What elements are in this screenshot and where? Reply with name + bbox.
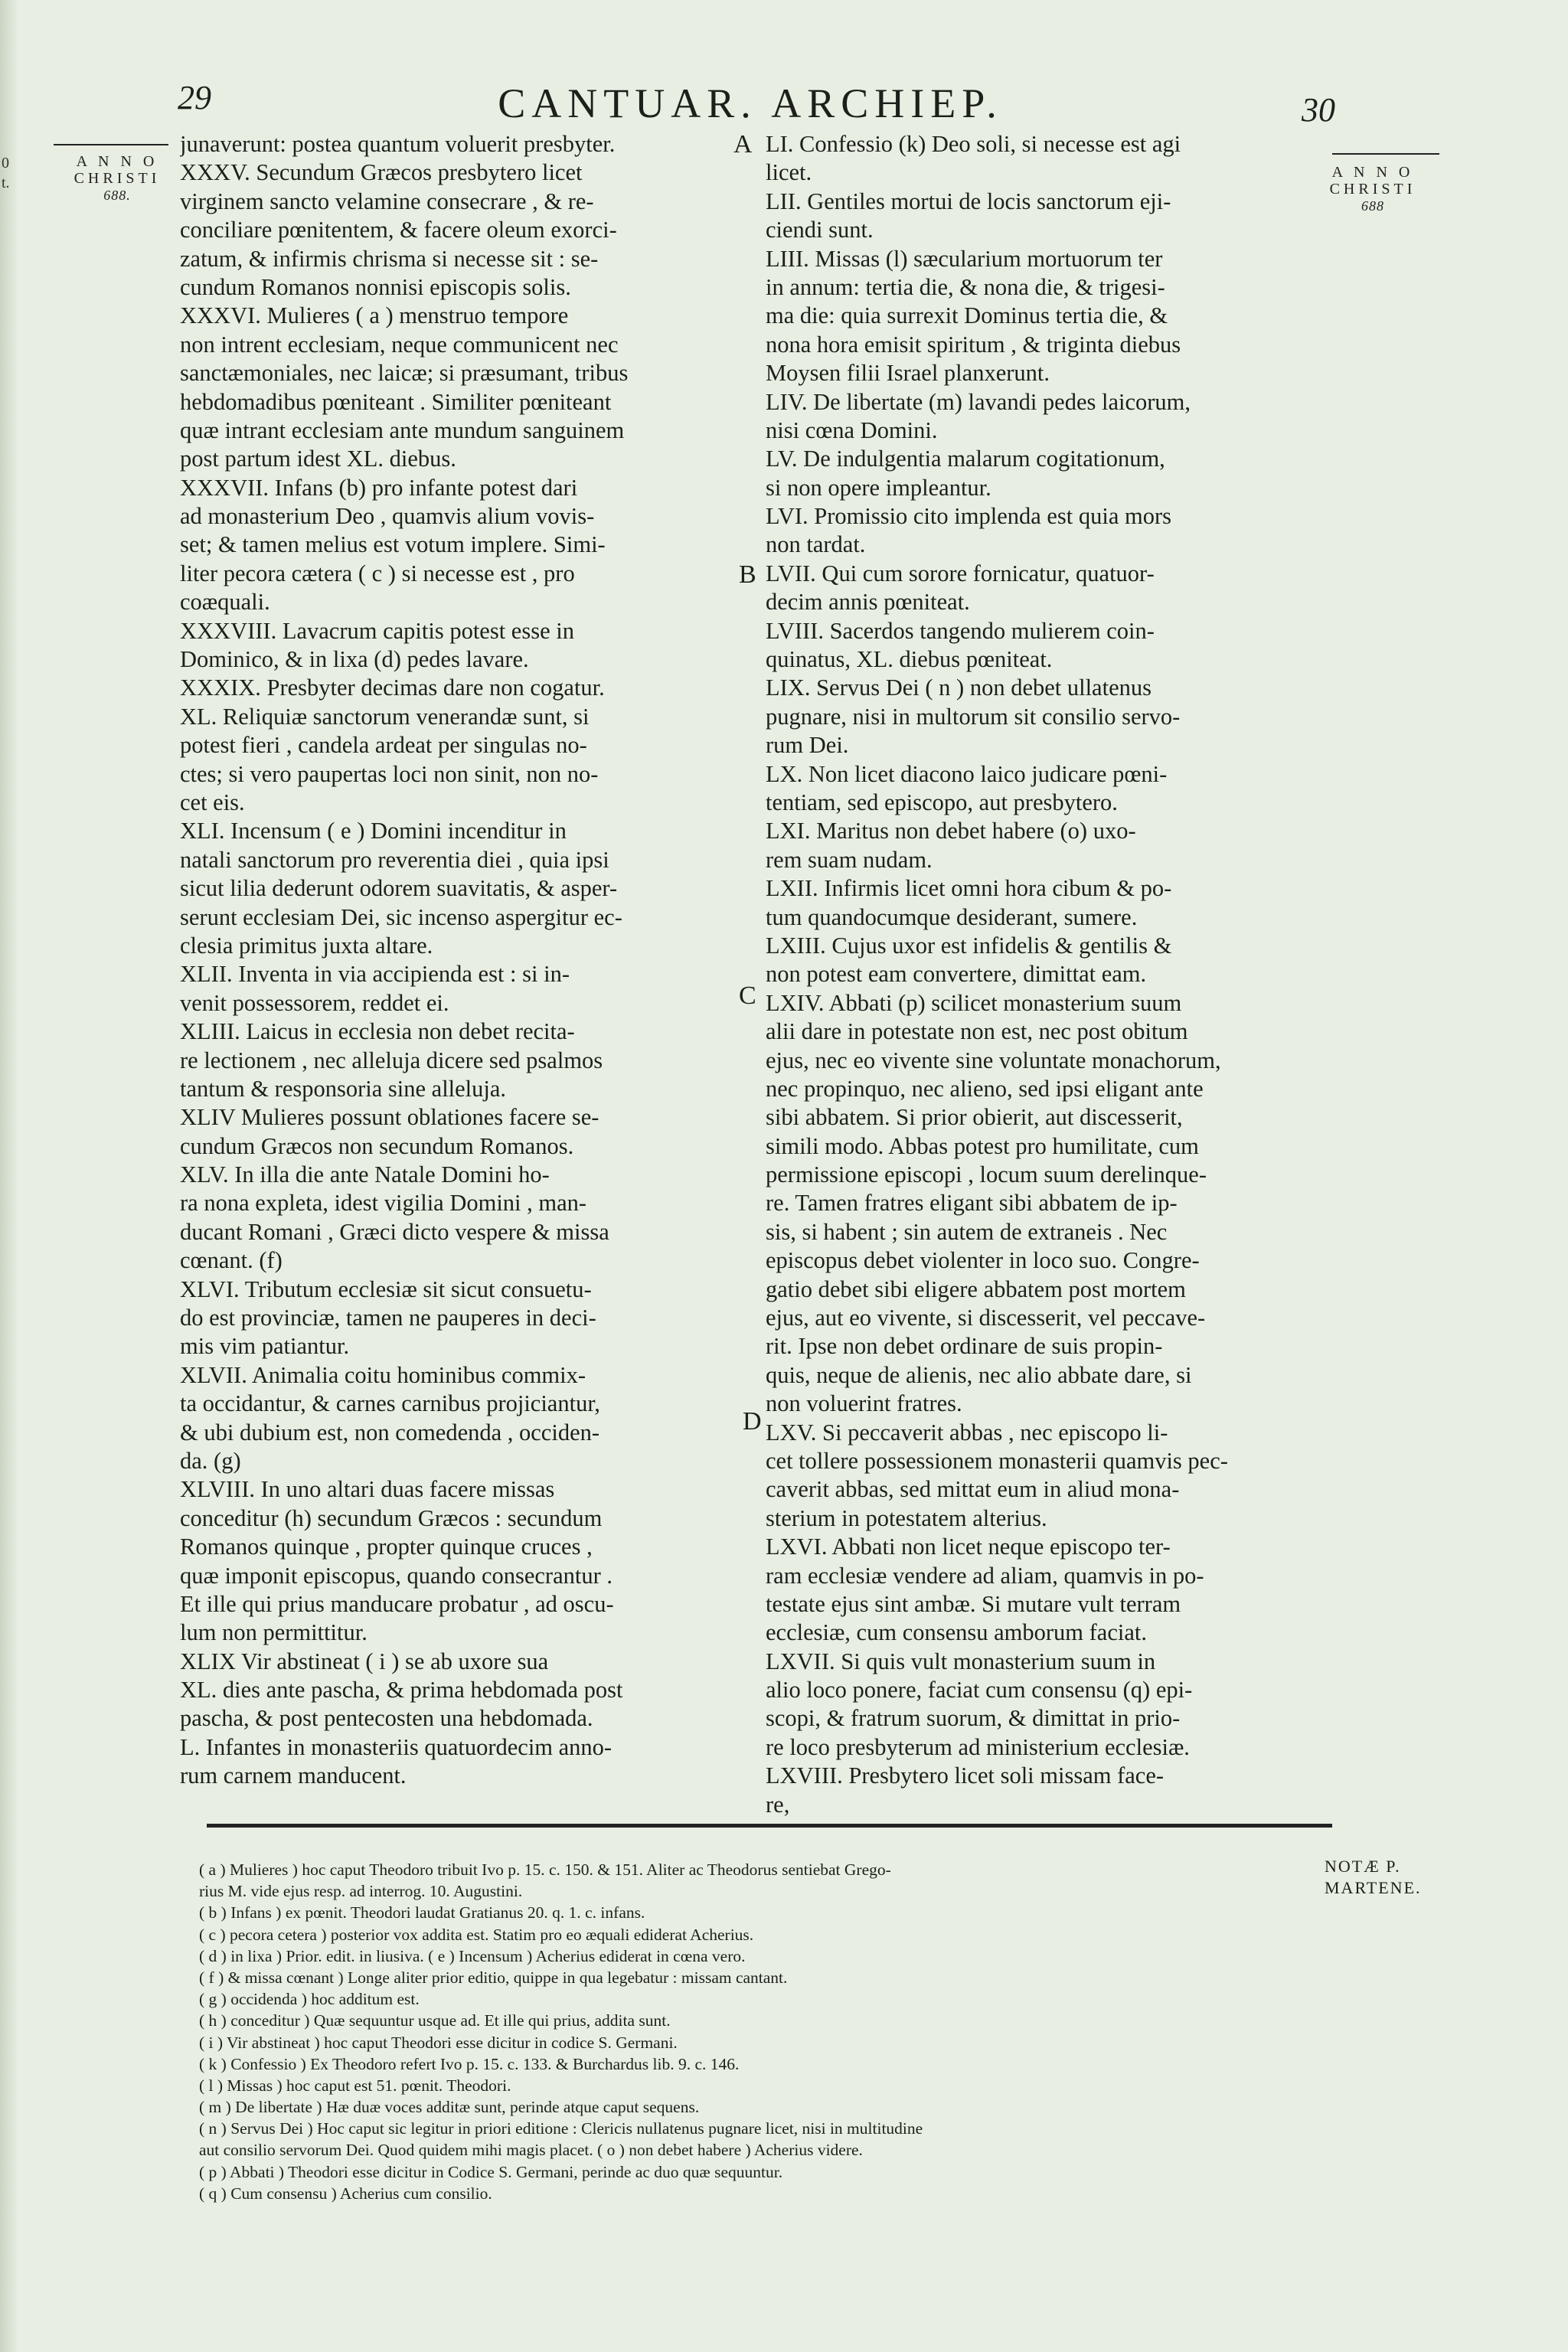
text-line: XLIII. Laicus in ecclesia non debet recita- — [180, 1018, 575, 1045]
text-line: LXVII. Si quis vult monasterium suum in — [766, 1648, 1156, 1674]
text-line: permissione episcopi , locum suum derelinque- — [766, 1161, 1207, 1188]
text-line: LXVIII. Presbytero licet soli missam face- — [766, 1762, 1165, 1789]
text-line: XXXIX. Presbyter decimas dare non cogatur. — [180, 675, 605, 701]
text-line: zatum, & infirmis chrisma si necesse sit : se- — [180, 245, 599, 272]
text-line: Et ille qui prius manducare probatur , ad oscu- — [180, 1590, 614, 1617]
text-line: scopi, & fratrum suorum, & dimittat in prio- — [766, 1705, 1181, 1732]
footnote-line: ( c ) pecora cetera ) posterior vox addita est. Statim pro eo æquali ediderat Acherius. — [199, 1925, 754, 1944]
text-line: virginem sancto velamine consecrare , & re- — [180, 188, 594, 214]
text-line: XXXVII. Infans (b) pro infante potest dari — [180, 474, 578, 501]
text-line: venit possessorem, reddet ei. — [180, 989, 449, 1016]
text-line: LXIII. Cujus uxor est infidelis & gentilis & — [766, 932, 1172, 959]
text-line: XLVII. Animalia coitu hominibus commix- — [180, 1361, 586, 1388]
text-line: XXXV. Secundum Græcos presbytero licet — [180, 159, 583, 186]
text-line: rem suam nudam. — [766, 846, 933, 873]
footnotes — [199, 1859, 1317, 2204]
text-line: sanctæmoniales, nec laicæ; si præsumant, tribus — [180, 360, 629, 387]
text-line: rum carnem manducent. — [180, 1762, 407, 1789]
text-line: in annum: tertia die, & nona die, & trigesi- — [766, 273, 1165, 300]
text-line: tum quandocumque desiderant, sumere. — [766, 903, 1138, 930]
text-line: cundum Romanos nonnisi episcopis solis. — [180, 273, 571, 300]
text-line: decim annis pœniteat. — [766, 589, 970, 616]
footnote-line: ( q ) Cum consensu ) Acherius cum consilio. — [199, 2184, 492, 2203]
footnote-line: ( n ) Servus Dei ) Hoc caput sic legitur in priori editione : Clericis nullatenus pugnare licet, nisi in multitudine — [199, 2119, 923, 2138]
text-line: non tardat. — [766, 531, 866, 558]
text-line: non potest eam convertere, dimittat eam. — [766, 961, 1147, 988]
text-line: LXVI. Abbati non licet neque episcopo ter- — [766, 1534, 1171, 1560]
text-line: LVII. Qui cum sorore fornicatur, quatuor- — [766, 560, 1155, 586]
text-line: & ubi dubium est, non comedenda , occiden- — [180, 1419, 600, 1446]
footnote-divider — [207, 1824, 1332, 1828]
text-line: re loco presbyterum ad ministerium ecclesiæ. — [766, 1733, 1190, 1760]
text-line: conceditur (h) secundum Græcos : secundum — [180, 1504, 603, 1531]
text-line: XL. dies ante pascha, & prima hebdomada post — [180, 1677, 623, 1704]
text-line: LV. De indulgentia malarum cogitationum, — [766, 446, 1165, 472]
running-title: CANTUAR. ARCHIEP. — [498, 80, 1003, 126]
section-marker-a: A — [733, 130, 753, 158]
text-line: cœnant. (f) — [180, 1247, 283, 1274]
text-line: liter pecora cætera ( c ) si necesse est , pro — [180, 560, 575, 586]
text-line: lum non permittitur. — [180, 1619, 368, 1646]
text-line: LIX. Servus Dei ( n ) non debet ullatenus — [766, 675, 1152, 701]
text-line: do est provinciæ, tamen ne pauperes in deci- — [180, 1305, 596, 1331]
notes-label — [1325, 1856, 1422, 1899]
text-line: LX. Non licet diacono laico judicare pœni- — [766, 760, 1168, 787]
text-line: rum Dei. — [766, 732, 849, 759]
text-line: cundum Græcos non secundum Romanos. — [180, 1132, 574, 1159]
text-line: nec propinquo, nec alieno, sed ipsi eligant ante — [766, 1075, 1204, 1102]
text-line: ta occidantur, & carnes carnibus projiciantur, — [180, 1390, 600, 1417]
text-line: LIV. De libertate (m) lavandi pedes laicorum, — [766, 388, 1191, 415]
text-line: simili modo. Abbas potest pro humilitate, cum — [766, 1132, 1199, 1159]
text-line: sterium in potestatem alterius. — [766, 1504, 1047, 1531]
footnote-line: ( i ) Vir abstineat ) hoc caput Theodori esse dicitur in codice S. Germani. — [199, 2033, 678, 2052]
text-line: coæquali. — [180, 589, 270, 616]
anno-christi-left — [67, 153, 167, 204]
notes-label-line: MARTENE. — [1325, 1878, 1422, 1897]
text-line: clesia primitus juxta altare. — [180, 932, 433, 959]
text-line: re. Tamen fratres eligant sibi abbatem de ip- — [766, 1190, 1178, 1217]
text-line: XXXVI. Mulieres ( a ) menstruo tempore — [180, 302, 569, 329]
section-marker-b: B — [739, 560, 756, 589]
right-text-column — [766, 130, 1416, 1819]
text-line: XLV. In illa die ante Natale Domini ho- — [180, 1161, 550, 1188]
text-line: LXII. Infirmis licet omni hora cibum & po- — [766, 875, 1172, 902]
text-line: quis, neque de alienis, nec alio abbate dare, si — [766, 1361, 1192, 1388]
text-line: LVI. Promissio cito implenda est quia mors — [766, 503, 1172, 530]
text-line: alii dare in potestate non est, nec post obitum — [766, 1018, 1188, 1045]
text-line: Moysen filii Israel planxerunt. — [766, 360, 1050, 387]
footnote-line: aut consilio servorum Dei. Quod quidem mihi magis placet. ( o ) non debet habere ) Acherius videre. — [199, 2141, 863, 2160]
text-line: LII. Gentiles mortui de locis sanctorum eji- — [766, 188, 1171, 214]
text-line: ad monasterium Deo , quamvis alium vovis- — [180, 503, 595, 530]
text-line: LXI. Maritus non debet habere (o) uxo- — [766, 818, 1136, 844]
footnote-line: ( h ) conceditur ) Quæ sequuntur usque ad. Et ille qui prius, addita sunt. — [199, 2011, 671, 2030]
edge-mark: t. — [2, 175, 10, 191]
text-line: sicut lilia dederunt odorem suavitatis, & asper- — [180, 875, 618, 902]
text-line: potest fieri , candela ardeat per singulas no- — [180, 732, 587, 759]
text-line: ra nona expleta, idest vigilia Domini , man- — [180, 1190, 587, 1217]
text-line: non intrent ecclesiam, neque communicent nec — [180, 331, 619, 358]
text-line: ciendi sunt. — [766, 217, 874, 243]
text-line: quæ intrant ecclesiam ante mundum sanguinem — [180, 416, 625, 443]
text-line: rit. Ipse non debet ordinare de suis propin- — [766, 1333, 1163, 1360]
text-line: LIII. Missas (l) sæcularium mortuorum ter — [766, 245, 1163, 272]
text-line: ctes; si vero paupertas loci non sinit, non no- — [180, 760, 599, 787]
text-line: ecclesiæ, cum consensu amborum faciat. — [766, 1619, 1147, 1646]
text-line: cet tollere possessionem monasterii quamvis pec- — [766, 1447, 1228, 1474]
text-line: tantum & responsoria sine alleluja. — [180, 1075, 507, 1102]
text-line: caverit abbas, sed mittat eum in aliud mona- — [766, 1476, 1180, 1503]
christi-label: CHRISTI — [74, 170, 161, 187]
text-line: LI. Confessio (k) Deo soli, si necesse est agi — [766, 131, 1181, 157]
footnote-line: ( a ) Mulieres ) hoc caput Theodoro tribuit Ivo p. 15. c. 150. & 151. Aliter ac Theodorus sentiebat Grego- — [199, 1860, 891, 1879]
text-line: ducant Romani , Græci dicto vespere & missa — [180, 1218, 609, 1245]
footnote-line: ( f ) & missa cœnant ) Longe aliter prior editio, quippe in qua legebatur : missam cantant. — [199, 1968, 788, 1987]
text-line: cet eis. — [180, 789, 245, 815]
text-line: mis vim patiantur. — [180, 1333, 350, 1360]
edge-marks — [2, 153, 10, 193]
text-line: Dominico, & in lixa (d) pedes lavare. — [180, 646, 529, 673]
text-line: LXV. Si peccaverit abbas , nec episcopo li- — [766, 1419, 1168, 1446]
text-line: hebdomadibus pœniteant . Similiter pœniteant — [180, 388, 612, 415]
margin-rule-left — [54, 144, 168, 145]
edge-mark: 0 — [2, 155, 9, 172]
section-marker-c: C — [739, 982, 756, 1010]
footnote-line: ( m ) De libertate ) Hæ duæ voces additæ sunt, perinde atque caput sequens. — [199, 2098, 700, 2117]
text-line: nona hora emisit spiritum , & triginta diebus — [766, 331, 1181, 358]
text-line: XLIX Vir abstineat ( i ) se ab uxore sua — [180, 1648, 549, 1674]
text-line: LXIV. Abbati (p) scilicet monasterium suum — [766, 989, 1182, 1016]
right-page-number: 30 — [1302, 91, 1335, 129]
text-line: XLVIII. In uno altari duas facere missas — [180, 1476, 555, 1503]
text-line: junaverunt: postea quantum voluerit presbyter. — [180, 131, 616, 157]
text-line: ram ecclesiæ vendere ad aliam, quamvis in po- — [766, 1562, 1204, 1589]
text-line: si non opere impleantur. — [766, 474, 991, 501]
footnote-line: ( p ) Abbati ) Theodori esse dicitur in Codice S. Germani, perinde ac duo quæ sequuntur. — [199, 2162, 783, 2181]
text-line: Romanos quinque , propter quinque cruces , — [180, 1534, 593, 1560]
text-line: XLI. Incensum ( e ) Domini incenditur in — [180, 818, 567, 844]
text-line: tentiam, sed episcopo, aut presbytero. — [766, 789, 1118, 815]
section-marker-d: D — [743, 1407, 762, 1436]
anno-year: 688 — [1361, 198, 1384, 214]
text-line: pugnare, nisi in multorum sit consilio servo- — [766, 703, 1181, 730]
text-line: da. (g) — [180, 1447, 241, 1474]
anno-label: A N N O — [1331, 164, 1414, 181]
text-line: alio loco ponere, faciat cum consensu (q) epi- — [766, 1677, 1193, 1704]
text-line: gatio debet sibi eligere abbatem post mortem — [766, 1276, 1186, 1302]
text-line: sis, si habent ; sin autem de extraneis . Nec — [766, 1218, 1168, 1245]
footnote-line: ( d ) in lixa ) Prior. edit. in liusiva. ( e ) Incensum ) Acherius ediderat in cœna vero. — [199, 1946, 746, 1965]
text-line: quinatus, XL. diebus pœniteat. — [766, 646, 1053, 673]
text-line: quæ imponit episcopus, quando consecrantur . — [180, 1562, 612, 1589]
text-line: pascha, & post pentecosten una hebdomada. — [180, 1705, 593, 1732]
footnote-line: ( b ) Infans ) ex pœnit. Theodori laudat Gratianus 20. q. 1. c. infans. — [199, 1903, 645, 1922]
left-text-column — [180, 130, 831, 1791]
text-line: conciliare pœnitentem, & facere oleum exorci- — [180, 217, 617, 243]
text-line: nisi cœna Domini. — [766, 416, 938, 443]
text-line: XLIV Mulieres possunt oblationes facere se- — [180, 1104, 599, 1131]
adjacent-page-edge — [0, 0, 18, 2352]
notes-label-line: NOTÆ P. — [1325, 1857, 1401, 1876]
text-line: testate ejus sint ambæ. Si mutare vult terram — [766, 1590, 1181, 1617]
text-line: ma die: quia surrexit Dominus tertia die, & — [766, 302, 1168, 329]
text-line: ejus, nec eo vivente sine voluntate monachorum, — [766, 1047, 1221, 1073]
text-line: XLVI. Tributum ecclesiæ sit sicut consuetu- — [180, 1276, 592, 1302]
footnote-line: rius M. vide ejus resp. ad interrog. 10. Augustini. — [199, 1882, 523, 1901]
footnote-line: ( g ) occidenda ) hoc additum est. — [199, 1990, 420, 2009]
text-line: re, — [766, 1791, 790, 1818]
text-line: XL. Reliquiæ sanctorum venerandæ sunt, si — [180, 703, 590, 730]
text-line: sibi abbatem. Si prior obierit, aut discesserit, — [766, 1104, 1183, 1131]
text-line: ejus, aut eo vivente, si discesserit, vel peccave- — [766, 1305, 1206, 1331]
text-line: XLII. Inventa in via accipienda est : si in- — [180, 961, 570, 988]
footnote-line: ( l ) Missas ) hoc caput est 51. pœnit. Theodori. — [199, 2076, 511, 2095]
text-line: episcopus debet violenter in loco suo. Congre- — [766, 1247, 1200, 1274]
christi-label: CHRISTI — [1329, 181, 1416, 198]
text-line: natali sanctorum pro reverentia diei , quia ipsi — [180, 846, 609, 873]
text-line: set; & tamen melius est votum implere. Simi- — [180, 531, 606, 558]
text-line: licet. — [766, 159, 812, 186]
text-line: post partum idest XL. diebus. — [180, 446, 456, 472]
text-line: LVIII. Sacerdos tangendo mulierem coin- — [766, 617, 1155, 644]
anno-year: 688. — [103, 188, 131, 203]
text-line: XXXVIII. Lavacrum capitis potest esse in — [180, 617, 574, 644]
text-line: L. Infantes in monasteriis quatuordecim anno- — [180, 1733, 612, 1760]
anno-label: A N N O — [76, 153, 158, 170]
left-page-number: 29 — [178, 79, 211, 116]
text-line: serunt ecclesiam Dei, sic incenso aspergitur ec- — [180, 903, 622, 930]
footnote-line: ( k ) Confessio ) Ex Theodoro refert Ivo p. 15. c. 133. & Burchardus lib. 9. c. 146. — [199, 2054, 740, 2073]
text-line: non voluerint fratres. — [766, 1390, 962, 1417]
text-line: re lectionem , nec alleluja dicere sed psalmos — [180, 1047, 603, 1073]
